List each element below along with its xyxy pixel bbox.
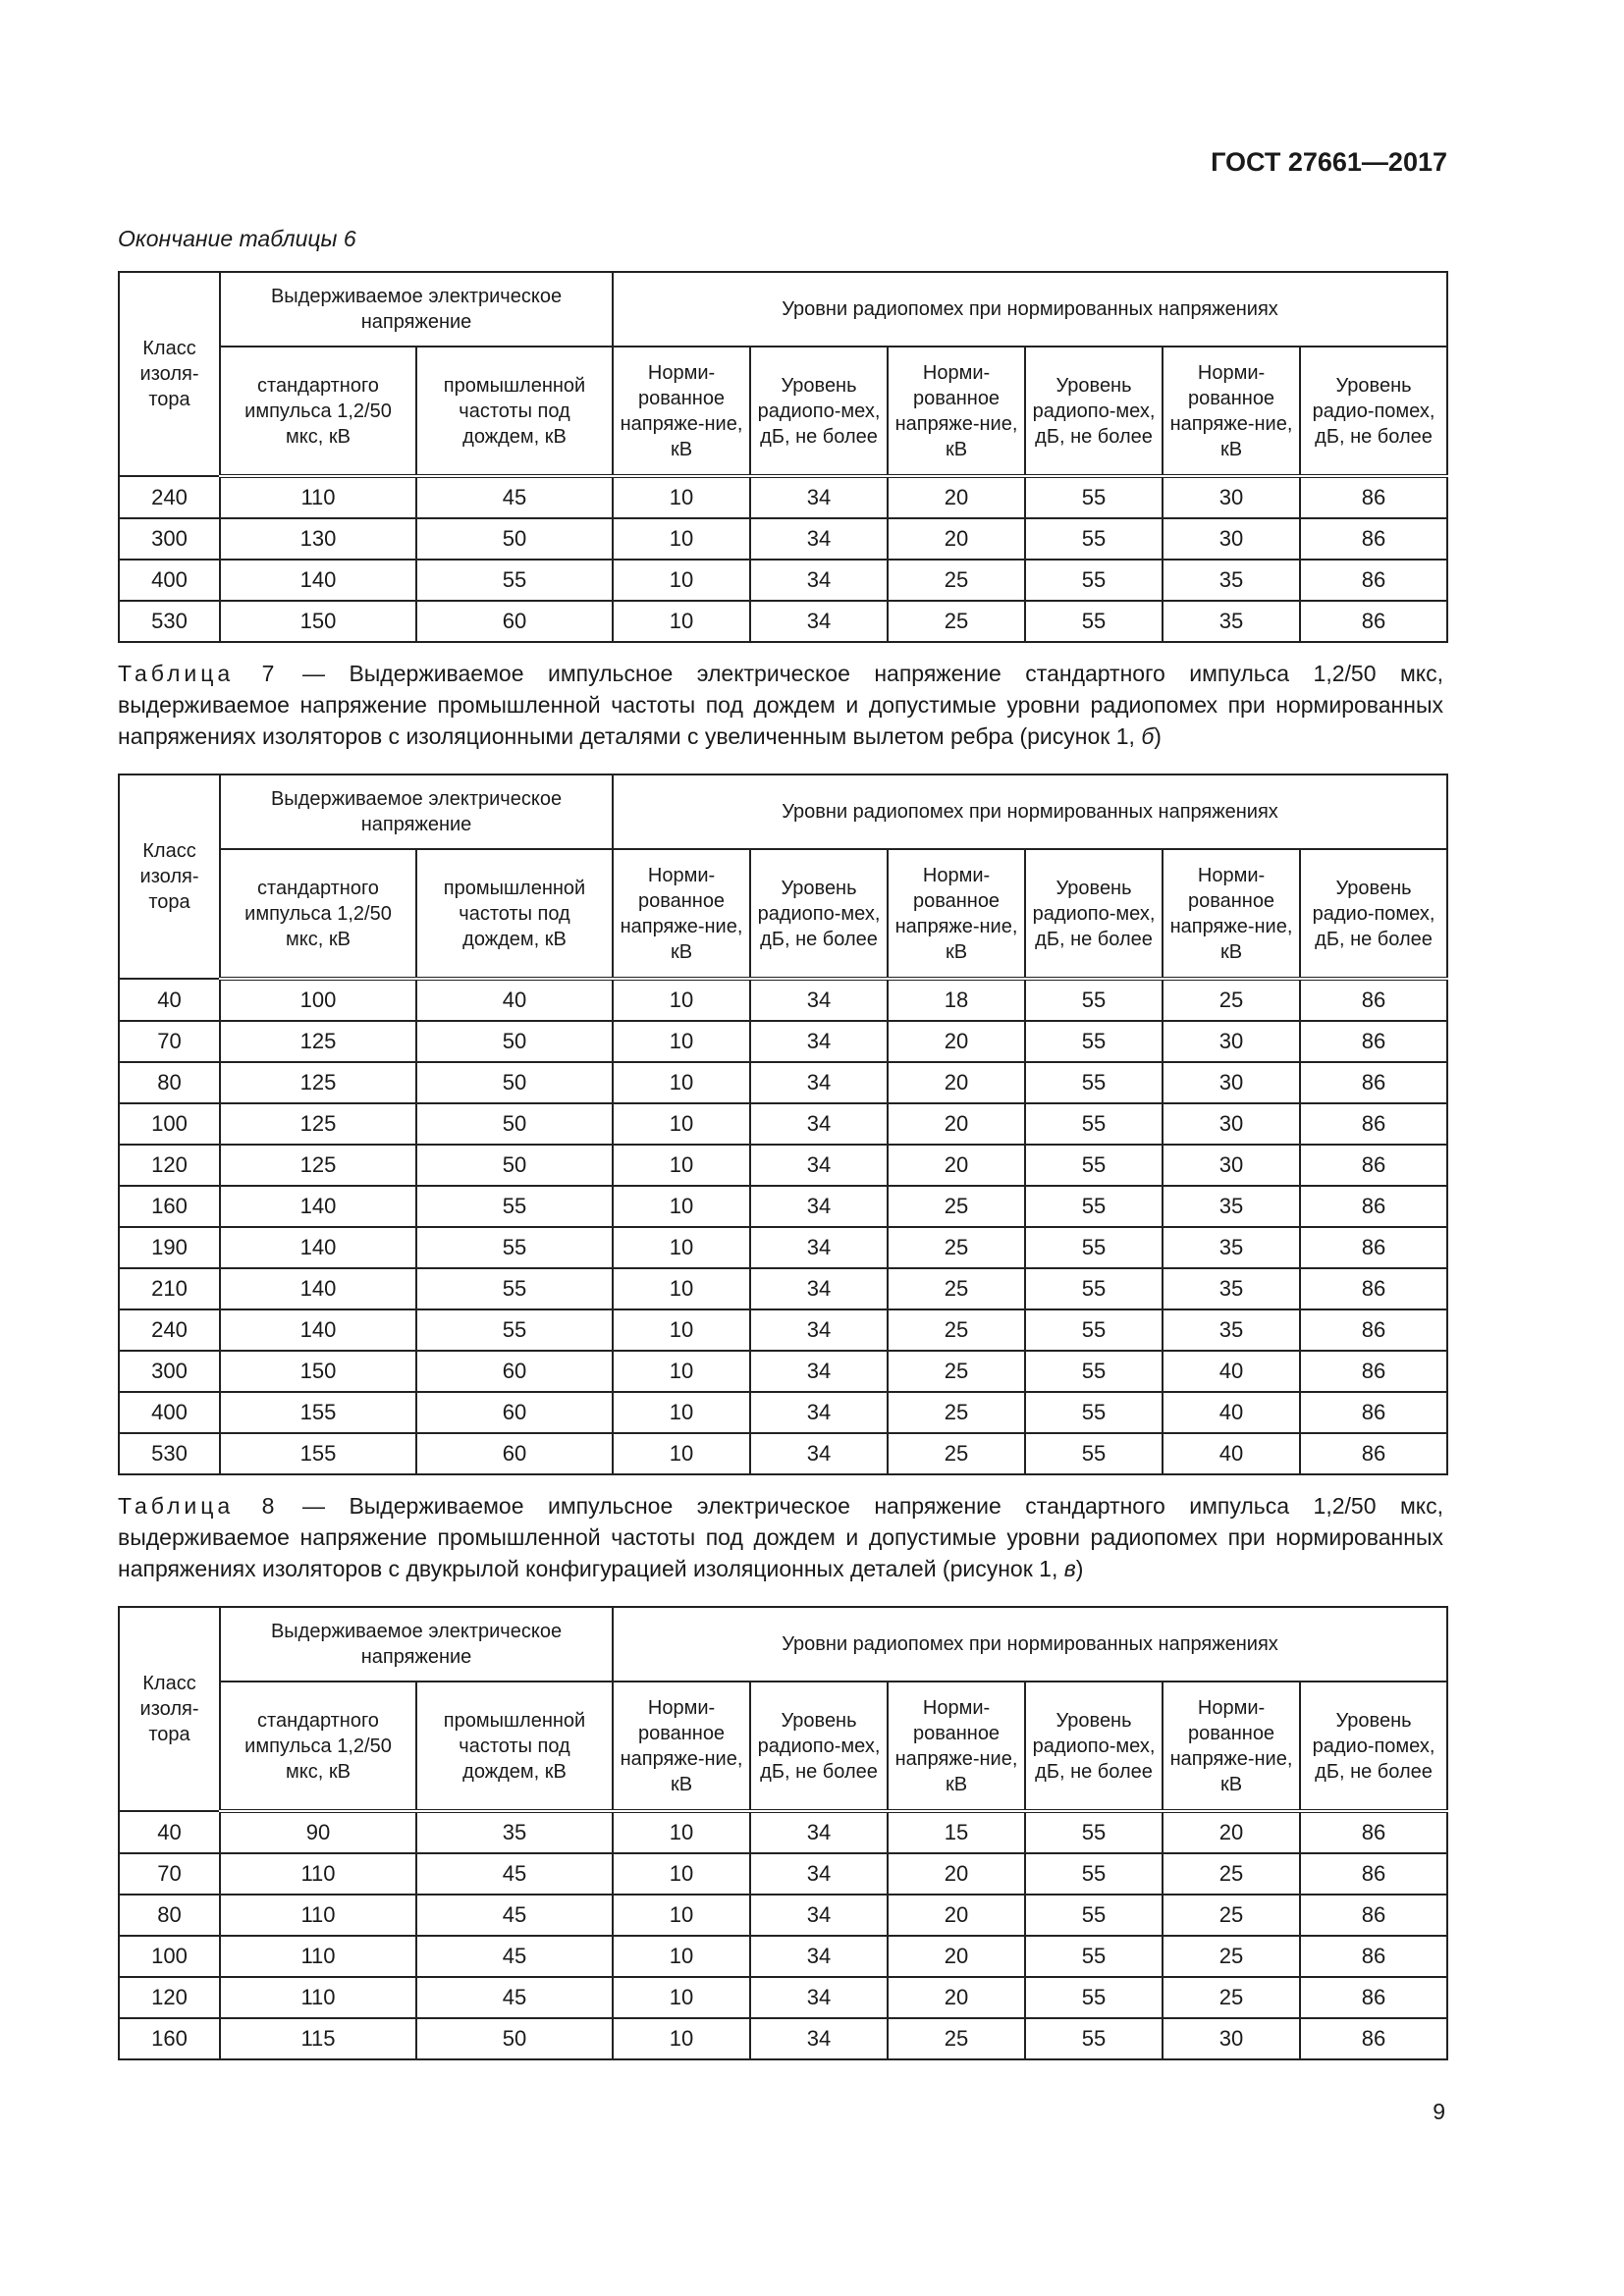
table-cell: 86 bbox=[1300, 1062, 1447, 1103]
table-cell: 55 bbox=[1025, 601, 1163, 642]
table-cell: 20 bbox=[888, 1853, 1025, 1895]
table-cell: 115 bbox=[220, 2018, 416, 2059]
table-row bbox=[119, 1186, 1447, 1227]
header-radio-level: Уровень радиопо-мех, дБ, не более bbox=[750, 347, 888, 476]
table-cell: 34 bbox=[750, 1351, 888, 1392]
table-cell: 45 bbox=[416, 476, 613, 518]
table-8 bbox=[118, 1606, 1448, 2060]
table-cell: 125 bbox=[220, 1021, 416, 1062]
header-norm-voltage: Норми-рованное напряже-ние, кВ bbox=[613, 347, 750, 476]
table-cell: 50 bbox=[416, 1103, 613, 1145]
table-cell: 190 bbox=[119, 1227, 220, 1268]
table-cell: 20 bbox=[888, 1936, 1025, 1977]
table-cell: 55 bbox=[1025, 1309, 1163, 1351]
table-cell: 86 bbox=[1300, 1351, 1447, 1392]
table-cell: 25 bbox=[1163, 1853, 1300, 1895]
table-row bbox=[119, 1351, 1447, 1392]
header-radio-interference: Уровни радиопомех при нормированных напряжениях bbox=[613, 272, 1447, 347]
table-6-end bbox=[118, 271, 1448, 643]
table-cell: 130 bbox=[220, 518, 416, 560]
table-cell: 34 bbox=[750, 1811, 888, 1853]
table-cell: 120 bbox=[119, 1977, 220, 2018]
table-cell: 60 bbox=[416, 1392, 613, 1433]
table-cell: 35 bbox=[1163, 601, 1300, 642]
table-cell: 55 bbox=[1025, 1103, 1163, 1145]
table-cell: 40 bbox=[1163, 1351, 1300, 1392]
table-cell: 10 bbox=[613, 476, 750, 518]
table-cell: 25 bbox=[888, 560, 1025, 601]
table-row bbox=[119, 1895, 1447, 1936]
table-cell: 34 bbox=[750, 1268, 888, 1309]
table-row bbox=[119, 601, 1447, 642]
table-cell: 34 bbox=[750, 1021, 888, 1062]
header-class: Класс изоля-тора bbox=[119, 1607, 220, 1811]
table-cell: 25 bbox=[888, 1309, 1025, 1351]
header-standard-impulse: стандартного импульса 1,2/50 мкс, кВ bbox=[220, 347, 416, 476]
table-row bbox=[119, 1936, 1447, 1977]
table-cell: 50 bbox=[416, 2018, 613, 2059]
table-cell: 10 bbox=[613, 1021, 750, 1062]
table-cell: 155 bbox=[220, 1392, 416, 1433]
table-cell: 30 bbox=[1163, 518, 1300, 560]
table-cell: 55 bbox=[1025, 1433, 1163, 1474]
table-cell: 30 bbox=[1163, 1062, 1300, 1103]
table-cell: 25 bbox=[1163, 979, 1300, 1021]
table-cell: 34 bbox=[750, 1936, 888, 1977]
table-cell: 86 bbox=[1300, 1309, 1447, 1351]
header-radio-level: Уровень радиопо-мех, дБ, не более bbox=[1025, 849, 1163, 979]
table-cell: 50 bbox=[416, 1062, 613, 1103]
table-cell: 40 bbox=[1163, 1392, 1300, 1433]
table-cell: 25 bbox=[888, 1392, 1025, 1433]
header-radio-interference: Уровни радиопомех при нормированных напряжениях bbox=[613, 1607, 1447, 1682]
table-cell: 10 bbox=[613, 1103, 750, 1145]
table-cell: 125 bbox=[220, 1103, 416, 1145]
table-cell: 20 bbox=[888, 1103, 1025, 1145]
table-cell: 25 bbox=[888, 2018, 1025, 2059]
table-cell: 10 bbox=[613, 1309, 750, 1351]
table-cell: 34 bbox=[750, 1145, 888, 1186]
table-cell: 55 bbox=[1025, 1021, 1163, 1062]
header-radio-level: Уровень радиопо-мех, дБ, не более bbox=[750, 849, 888, 979]
header-norm-voltage: Норми-рованное напряже-ние, кВ bbox=[888, 1682, 1025, 1811]
table-cell: 86 bbox=[1300, 601, 1447, 642]
table-cell: 10 bbox=[613, 1811, 750, 1853]
table-cell: 34 bbox=[750, 518, 888, 560]
table-cell: 140 bbox=[220, 1309, 416, 1351]
table-cell: 34 bbox=[750, 2018, 888, 2059]
table-cell: 34 bbox=[750, 1392, 888, 1433]
table-cell: 55 bbox=[1025, 1853, 1163, 1895]
table-cell: 110 bbox=[220, 1936, 416, 1977]
table-cell: 55 bbox=[416, 560, 613, 601]
table-cell: 10 bbox=[613, 1936, 750, 1977]
table-cell: 86 bbox=[1300, 1392, 1447, 1433]
table-cell: 34 bbox=[750, 1186, 888, 1227]
header-power-frequency: промышленной частоты под дождем, кВ bbox=[416, 1682, 613, 1811]
table-row bbox=[119, 1145, 1447, 1186]
table-cell: 110 bbox=[220, 1895, 416, 1936]
table-cell: 35 bbox=[1163, 1268, 1300, 1309]
table-cell: 530 bbox=[119, 601, 220, 642]
table-cell: 10 bbox=[613, 1853, 750, 1895]
table-row bbox=[119, 1853, 1447, 1895]
table-cell: 55 bbox=[1025, 1268, 1163, 1309]
table-cell: 86 bbox=[1300, 1853, 1447, 1895]
table-cell: 34 bbox=[750, 1895, 888, 1936]
table-cell: 210 bbox=[119, 1268, 220, 1309]
table-cell: 40 bbox=[1163, 1433, 1300, 1474]
table-cell: 55 bbox=[1025, 2018, 1163, 2059]
table-cell: 10 bbox=[613, 1145, 750, 1186]
table-cell: 34 bbox=[750, 1433, 888, 1474]
table-cell: 86 bbox=[1300, 1895, 1447, 1936]
table-cell: 20 bbox=[888, 1977, 1025, 2018]
table-cell: 55 bbox=[1025, 1895, 1163, 1936]
table-cell: 86 bbox=[1300, 518, 1447, 560]
table-cell: 86 bbox=[1300, 560, 1447, 601]
table-cell: 60 bbox=[416, 1351, 613, 1392]
table-cell: 25 bbox=[1163, 1895, 1300, 1936]
table-cell: 50 bbox=[416, 1021, 613, 1062]
header-withstand-voltage: Выдерживаемое электрическое напряжение bbox=[220, 774, 613, 849]
table-8-number: Таблица 8 bbox=[118, 1493, 279, 1519]
table-cell: 55 bbox=[1025, 1936, 1163, 1977]
header-norm-voltage: Норми-рованное напряже-ние, кВ bbox=[888, 849, 1025, 979]
table-8-figure-letter: в bbox=[1063, 1556, 1076, 1581]
table-cell: 40 bbox=[416, 979, 613, 1021]
table-row bbox=[119, 518, 1447, 560]
table-cell: 55 bbox=[1025, 1977, 1163, 2018]
table-cell: 10 bbox=[613, 1433, 750, 1474]
table-cell: 125 bbox=[220, 1062, 416, 1103]
table-cell: 80 bbox=[119, 1895, 220, 1936]
table-cell: 30 bbox=[1163, 1145, 1300, 1186]
table-7-figure-letter: б bbox=[1141, 723, 1155, 749]
table-cell: 34 bbox=[750, 1062, 888, 1103]
table-cell: 25 bbox=[888, 1351, 1025, 1392]
table-cell: 86 bbox=[1300, 1268, 1447, 1309]
table-cell: 140 bbox=[220, 1227, 416, 1268]
header-radio-level: Уровень радио-помех, дБ, не более bbox=[1300, 1682, 1447, 1811]
table-cell: 155 bbox=[220, 1433, 416, 1474]
table-cell: 160 bbox=[119, 2018, 220, 2059]
table-cell: 55 bbox=[416, 1309, 613, 1351]
header-class: Класс изоля-тора bbox=[119, 272, 220, 476]
header-class: Класс изоля-тора bbox=[119, 774, 220, 979]
table-7-title-end: ) bbox=[1154, 723, 1162, 749]
table-cell: 45 bbox=[416, 1936, 613, 1977]
table-cell: 86 bbox=[1300, 1103, 1447, 1145]
header-norm-voltage: Норми-рованное напряже-ние, кВ bbox=[1163, 849, 1300, 979]
table-cell: 20 bbox=[888, 476, 1025, 518]
table-cell: 10 bbox=[613, 1895, 750, 1936]
table-cell: 25 bbox=[1163, 1977, 1300, 2018]
table-row bbox=[119, 1811, 1447, 1853]
table-cell: 25 bbox=[888, 1227, 1025, 1268]
table-cell: 20 bbox=[888, 1021, 1025, 1062]
table-cell: 150 bbox=[220, 601, 416, 642]
table-cell: 86 bbox=[1300, 1811, 1447, 1853]
table-cell: 10 bbox=[613, 1977, 750, 2018]
header-radio-level: Уровень радиопо-мех, дБ, не более bbox=[1025, 347, 1163, 476]
header-power-frequency: промышленной частоты под дождем, кВ bbox=[416, 849, 613, 979]
table-cell: 20 bbox=[888, 1062, 1025, 1103]
table-cell: 35 bbox=[1163, 560, 1300, 601]
table-cell: 34 bbox=[750, 560, 888, 601]
table-cell: 35 bbox=[1163, 1309, 1300, 1351]
table-cell: 35 bbox=[1163, 1186, 1300, 1227]
table-cell: 300 bbox=[119, 1351, 220, 1392]
table-cell: 90 bbox=[220, 1811, 416, 1853]
table-cell: 45 bbox=[416, 1895, 613, 1936]
table-row bbox=[119, 476, 1447, 518]
table-cell: 55 bbox=[1025, 1062, 1163, 1103]
table-7-title: — Выдерживаемое импульсное электрическое напряжение стандартного импульса 1,2/50 мкс, выдерживаемое напряжение промышленной частоты под дождем и допустимые уровни радиопомех при нормированных напряжениях изоляторов с изоляционными деталями с увеличенным вылетом ребра (рисунок 1, bbox=[118, 661, 1443, 749]
table-cell: 120 bbox=[119, 1145, 220, 1186]
table-cell: 30 bbox=[1163, 1021, 1300, 1062]
table-cell: 100 bbox=[220, 979, 416, 1021]
table-cell: 50 bbox=[416, 1145, 613, 1186]
table-row bbox=[119, 1062, 1447, 1103]
table-cell: 140 bbox=[220, 560, 416, 601]
table-7-caption bbox=[118, 658, 1443, 752]
table-cell: 86 bbox=[1300, 1145, 1447, 1186]
header-withstand-voltage: Выдерживаемое электрическое напряжение bbox=[220, 272, 613, 347]
table-cell: 18 bbox=[888, 979, 1025, 1021]
table-cell: 55 bbox=[1025, 979, 1163, 1021]
table-cell: 25 bbox=[1163, 1936, 1300, 1977]
table-cell: 25 bbox=[888, 601, 1025, 642]
table-cell: 110 bbox=[220, 1853, 416, 1895]
document-code: ГОСТ 27661—2017 bbox=[1211, 147, 1447, 177]
table-cell: 55 bbox=[416, 1227, 613, 1268]
header-radio-level: Уровень радиопо-мех, дБ, не более bbox=[750, 1682, 888, 1811]
table-7-number: Таблица 7 bbox=[118, 661, 279, 686]
table-cell: 86 bbox=[1300, 1021, 1447, 1062]
table-row bbox=[119, 2018, 1447, 2059]
table-cell: 55 bbox=[1025, 1186, 1163, 1227]
table-cell: 34 bbox=[750, 1103, 888, 1145]
table-cell: 10 bbox=[613, 1351, 750, 1392]
table-cell: 30 bbox=[1163, 476, 1300, 518]
table-cell: 40 bbox=[119, 979, 220, 1021]
table-cell: 110 bbox=[220, 476, 416, 518]
table-cell: 125 bbox=[220, 1145, 416, 1186]
table-cell: 70 bbox=[119, 1853, 220, 1895]
table-cell: 25 bbox=[888, 1186, 1025, 1227]
table-cell: 10 bbox=[613, 979, 750, 1021]
table-cell: 35 bbox=[416, 1811, 613, 1853]
table-cell: 10 bbox=[613, 518, 750, 560]
table-cell: 10 bbox=[613, 2018, 750, 2059]
table-cell: 10 bbox=[613, 1186, 750, 1227]
table-cell: 400 bbox=[119, 560, 220, 601]
table-cell: 530 bbox=[119, 1433, 220, 1474]
table-cell: 10 bbox=[613, 1268, 750, 1309]
table-row bbox=[119, 560, 1447, 601]
table-cell: 86 bbox=[1300, 476, 1447, 518]
table-continuation-caption: Окончание таблицы 6 bbox=[118, 226, 356, 251]
header-power-frequency: промышленной частоты под дождем, кВ bbox=[416, 347, 613, 476]
table-cell: 150 bbox=[220, 1351, 416, 1392]
table-cell: 25 bbox=[888, 1433, 1025, 1474]
table-row bbox=[119, 1977, 1447, 2018]
table-cell: 86 bbox=[1300, 2018, 1447, 2059]
table-8-title: — Выдерживаемое импульсное электрическое напряжение стандартного импульса 1,2/50 мкс, выдерживаемое напряжение промышленной частоты под дождем и допустимые уровни радиопомех при нормированных напряжениях изоляторов с двукрылой конфигурацией изоляционных деталей (рисунок 1, bbox=[118, 1493, 1443, 1581]
header-norm-voltage: Норми-рованное напряже-ние, кВ bbox=[1163, 1682, 1300, 1811]
table-row bbox=[119, 1103, 1447, 1145]
table-cell: 34 bbox=[750, 476, 888, 518]
table-cell: 25 bbox=[888, 1268, 1025, 1309]
table-cell: 34 bbox=[750, 601, 888, 642]
header-standard-impulse: стандартного импульса 1,2/50 мкс, кВ bbox=[220, 1682, 416, 1811]
table-cell: 240 bbox=[119, 476, 220, 518]
table-cell: 86 bbox=[1300, 1433, 1447, 1474]
table-cell: 30 bbox=[1163, 2018, 1300, 2059]
table-cell: 55 bbox=[1025, 1392, 1163, 1433]
table-cell: 80 bbox=[119, 1062, 220, 1103]
header-radio-level: Уровень радио-помех, дБ, не более bbox=[1300, 347, 1447, 476]
table-cell: 34 bbox=[750, 1853, 888, 1895]
table-cell: 10 bbox=[613, 1062, 750, 1103]
table-cell: 10 bbox=[613, 601, 750, 642]
table-cell: 34 bbox=[750, 1977, 888, 2018]
table-cell: 86 bbox=[1300, 1936, 1447, 1977]
table-cell: 30 bbox=[1163, 1103, 1300, 1145]
table-cell: 86 bbox=[1300, 1977, 1447, 2018]
table-8-title-end: ) bbox=[1075, 1556, 1084, 1581]
header-radio-interference: Уровни радиопомех при нормированных напряжениях bbox=[613, 774, 1447, 849]
table-row bbox=[119, 1392, 1447, 1433]
table-cell: 60 bbox=[416, 1433, 613, 1474]
table-row bbox=[119, 1021, 1447, 1062]
table-cell: 34 bbox=[750, 1309, 888, 1351]
table-cell: 140 bbox=[220, 1268, 416, 1309]
table-cell: 20 bbox=[1163, 1811, 1300, 1853]
table-cell: 240 bbox=[119, 1309, 220, 1351]
table-cell: 10 bbox=[613, 1227, 750, 1268]
table-cell: 20 bbox=[888, 1895, 1025, 1936]
table-cell: 34 bbox=[750, 1227, 888, 1268]
header-standard-impulse: стандартного импульса 1,2/50 мкс, кВ bbox=[220, 849, 416, 979]
table-cell: 10 bbox=[613, 560, 750, 601]
table-cell: 55 bbox=[1025, 1811, 1163, 1853]
table-cell: 60 bbox=[416, 601, 613, 642]
header-withstand-voltage: Выдерживаемое электрическое напряжение bbox=[220, 1607, 613, 1682]
table-cell: 20 bbox=[888, 1145, 1025, 1186]
table-cell: 110 bbox=[220, 1977, 416, 2018]
table-cell: 45 bbox=[416, 1977, 613, 2018]
header-norm-voltage: Норми-рованное напряже-ние, кВ bbox=[888, 347, 1025, 476]
table-cell: 20 bbox=[888, 518, 1025, 560]
table-cell: 55 bbox=[416, 1186, 613, 1227]
table-8-caption bbox=[118, 1490, 1443, 1584]
table-7 bbox=[118, 774, 1448, 1475]
table-row bbox=[119, 1309, 1447, 1351]
table-cell: 70 bbox=[119, 1021, 220, 1062]
table-cell: 10 bbox=[613, 1392, 750, 1433]
table-row bbox=[119, 1433, 1447, 1474]
table-row bbox=[119, 1268, 1447, 1309]
table-cell: 55 bbox=[1025, 1227, 1163, 1268]
table-cell: 40 bbox=[119, 1811, 220, 1853]
header-norm-voltage: Норми-рованное напряже-ние, кВ bbox=[1163, 347, 1300, 476]
table-cell: 160 bbox=[119, 1186, 220, 1227]
header-radio-level: Уровень радиопо-мех, дБ, не более bbox=[1025, 1682, 1163, 1811]
header-radio-level: Уровень радио-помех, дБ, не более bbox=[1300, 849, 1447, 979]
table-row bbox=[119, 979, 1447, 1021]
table-cell: 100 bbox=[119, 1936, 220, 1977]
table-cell: 86 bbox=[1300, 979, 1447, 1021]
table-cell: 55 bbox=[1025, 518, 1163, 560]
table-cell: 100 bbox=[119, 1103, 220, 1145]
table-cell: 86 bbox=[1300, 1186, 1447, 1227]
table-cell: 300 bbox=[119, 518, 220, 560]
table-cell: 15 bbox=[888, 1811, 1025, 1853]
table-cell: 55 bbox=[1025, 476, 1163, 518]
table-cell: 34 bbox=[750, 979, 888, 1021]
table-cell: 55 bbox=[1025, 560, 1163, 601]
table-cell: 35 bbox=[1163, 1227, 1300, 1268]
header-norm-voltage: Норми-рованное напряже-ние, кВ bbox=[613, 1682, 750, 1811]
table-cell: 55 bbox=[416, 1268, 613, 1309]
table-row bbox=[119, 1227, 1447, 1268]
page-number: 9 bbox=[1433, 2099, 1445, 2124]
table-cell: 86 bbox=[1300, 1227, 1447, 1268]
table-cell: 55 bbox=[1025, 1145, 1163, 1186]
table-cell: 55 bbox=[1025, 1351, 1163, 1392]
header-norm-voltage: Норми-рованное напряже-ние, кВ bbox=[613, 849, 750, 979]
table-cell: 400 bbox=[119, 1392, 220, 1433]
table-cell: 45 bbox=[416, 1853, 613, 1895]
table-cell: 140 bbox=[220, 1186, 416, 1227]
table-cell: 50 bbox=[416, 518, 613, 560]
